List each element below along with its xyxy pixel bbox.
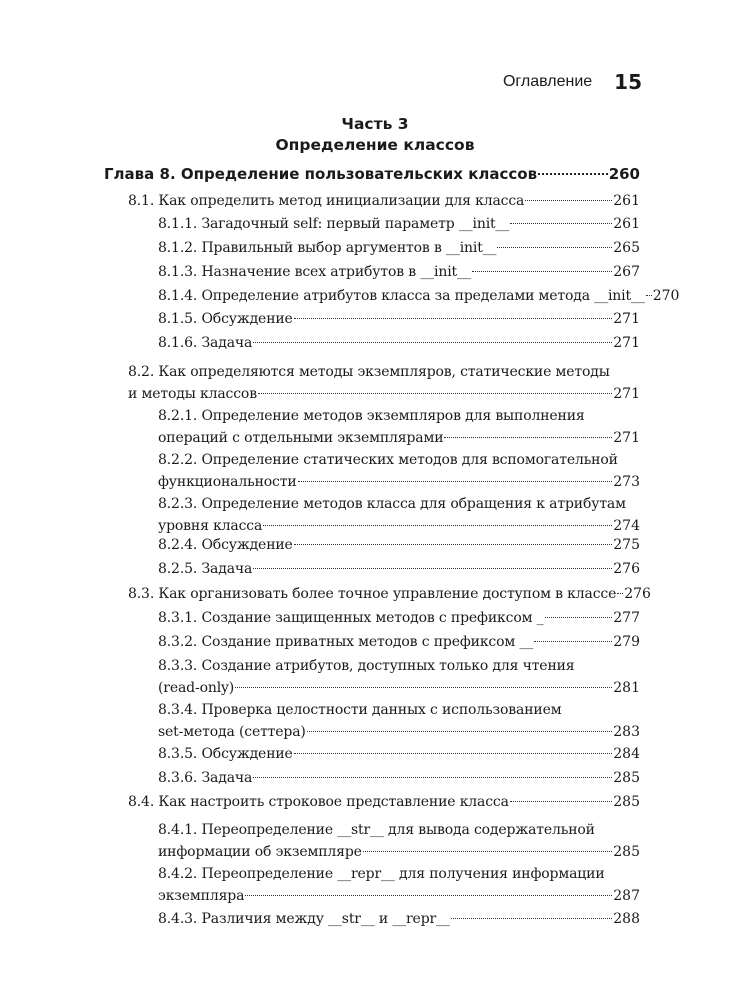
toc-subsection-entry[interactable] xyxy=(158,311,640,333)
toc-subsection-entry[interactable] xyxy=(158,496,640,540)
dot-leader xyxy=(294,318,613,319)
dot-leader xyxy=(253,568,612,569)
entry-title-line: 8.1.3. Назначение всех атрибутов в __init__ xyxy=(158,264,471,280)
toc-subsection-entry[interactable] xyxy=(158,216,640,238)
entry-title-line: 8.1.4. Определение атрибутов класса за пределами метода __init__ xyxy=(158,288,645,304)
dot-leader xyxy=(253,342,612,343)
entry-title-line: (read-only) xyxy=(158,680,235,696)
entry-title-line: 8.4.1. Переопределение __str__ для вывода содержательной xyxy=(158,822,595,838)
dot-leader xyxy=(510,223,612,224)
entry-title-line: информации об экземпляре xyxy=(158,844,362,860)
entry-title-line: 8.2.3. Определение методов класса для обращения к атрибутам xyxy=(158,496,626,512)
running-title: Оглавление xyxy=(502,73,593,90)
toc-subsection-entry[interactable] xyxy=(158,288,680,310)
toc-section-entry[interactable] xyxy=(128,193,640,215)
entry-title-line: 8.3. Как организовать более точное управление доступом в классе xyxy=(128,586,617,602)
entry-title-line: 8.2.1. Определение методов экземпляров для выполнения xyxy=(158,408,585,424)
dot-leader xyxy=(298,481,613,482)
entry-title-line: 8.2.2. Определение статических методов для вспомогательной xyxy=(158,452,618,468)
entry-title-line: 8.4.2. Переопределение __repr__ для получения информации xyxy=(158,866,605,882)
entry-page-number: 271 xyxy=(613,386,640,402)
dot-leader xyxy=(258,393,612,394)
part-heading xyxy=(0,114,750,156)
dot-leader xyxy=(245,895,612,896)
entry-page-number: 284 xyxy=(613,746,640,762)
entry-title-line: 8.1.6. Задача xyxy=(158,335,253,351)
toc-subsection-entry[interactable] xyxy=(158,537,640,559)
dot-leader xyxy=(444,437,612,438)
entry-page-number: 267 xyxy=(613,264,640,280)
entry-title-line: set-метода (сеттера) xyxy=(158,724,306,740)
entry-page-number: 274 xyxy=(613,518,640,534)
dot-leader xyxy=(472,271,613,272)
dot-leader xyxy=(307,731,613,732)
entry-title-line: 8.3.5. Обсуждение xyxy=(158,746,293,762)
dot-leader xyxy=(525,200,612,201)
entry-page-number: 261 xyxy=(613,216,640,232)
entry-page-number: 271 xyxy=(613,311,640,327)
toc-subsection-entry[interactable] xyxy=(158,240,640,262)
entry-page-number: 277 xyxy=(613,610,640,626)
entry-page-number: 275 xyxy=(613,537,640,553)
entry-page-number: 288 xyxy=(613,911,640,927)
entry-title-line: 8.1.2. Правильный выбор аргументов в __init__ xyxy=(158,240,497,256)
toc-subsection-entry[interactable] xyxy=(158,264,640,286)
page-header xyxy=(503,64,642,100)
entry-page-number: 271 xyxy=(613,430,640,446)
dot-leader xyxy=(646,295,652,296)
entry-title-line: 8.1.1. Загадочный self: первый параметр __init__ xyxy=(158,216,510,232)
entry-title-line: 8.2. Как определяются методы экземпляров, статические методы xyxy=(128,364,610,380)
entry-title-line: 8.4. Как настроить строковое представление класса xyxy=(128,794,509,810)
dot-leader xyxy=(617,593,623,594)
entry-title-line: 8.3.6. Задача xyxy=(158,770,253,786)
dot-leader xyxy=(294,544,613,545)
entry-title-line: 8.3.1. Создание защищенных методов с префиксом _ xyxy=(158,610,544,626)
toc-subsection-entry[interactable] xyxy=(158,770,640,792)
entry-page-number: 279 xyxy=(613,634,640,650)
entry-page-number: 276 xyxy=(613,561,640,577)
dot-leader xyxy=(294,753,613,754)
toc-subsection-entry[interactable] xyxy=(158,335,640,357)
entry-page-number: 271 xyxy=(613,335,640,351)
entry-title-line: 8.3.3. Создание атрибутов, доступных только для чтения xyxy=(158,658,575,674)
page-number: 15 xyxy=(614,70,642,94)
toc-subsection-entry[interactable] xyxy=(158,634,640,656)
dot-leader xyxy=(235,687,612,688)
entry-title-line: 8.4.3. Различия между __str__ и __repr__ xyxy=(158,911,450,927)
entry-page-number: 270 xyxy=(652,288,680,304)
entry-page-number: 285 xyxy=(613,794,640,810)
toc-subsection-entry[interactable] xyxy=(158,408,640,452)
toc-section-entry[interactable] xyxy=(128,364,640,408)
entry-title-line: 8.3.4. Проверка целостности данных с использованием xyxy=(158,702,562,718)
entry-title-line: и методы классов xyxy=(128,386,257,402)
dot-leader xyxy=(253,777,612,778)
dot-leader xyxy=(451,918,613,919)
entry-title-line: 8.1.5. Обсуждение xyxy=(158,311,293,327)
dot-leader xyxy=(263,525,612,526)
entry-title-line: функциональности xyxy=(158,474,297,490)
toc-subsection-entry[interactable] xyxy=(158,866,640,910)
dot-leader xyxy=(497,247,612,248)
toc-section-entry[interactable] xyxy=(128,586,651,608)
entry-page-number: 261 xyxy=(613,193,640,209)
entry-title-line: операций с отдельными экземплярами xyxy=(158,430,444,446)
chapter-page: 260 xyxy=(608,165,640,183)
entry-page-number: 276 xyxy=(624,586,651,602)
entry-title-line: 8.3.2. Создание приватных методов с префиксом __ xyxy=(158,634,534,650)
entry-page-number: 287 xyxy=(613,888,640,904)
entry-title-line: 8.2.4. Обсуждение xyxy=(158,537,293,553)
toc-subsection-entry[interactable] xyxy=(158,822,640,866)
dot-leader xyxy=(363,851,612,852)
entry-page-number: 285 xyxy=(613,770,640,786)
dot-leader xyxy=(510,801,612,802)
chapter-title: Глава 8. Определение пользовательских классов xyxy=(104,165,538,183)
toc-subsection-entry[interactable] xyxy=(158,561,640,583)
entry-page-number: 273 xyxy=(613,474,640,490)
entry-page-number: 265 xyxy=(613,240,640,256)
part-title: Определение классов xyxy=(275,136,475,154)
dot-leader xyxy=(545,617,613,618)
entry-title-line: 8.1. Как определить метод инициализации для класса xyxy=(128,193,525,209)
entry-page-number: 281 xyxy=(613,680,640,696)
toc-subsection-entry[interactable] xyxy=(158,746,640,768)
toc-subsection-entry[interactable] xyxy=(158,610,640,632)
dot-leader xyxy=(538,173,608,175)
entry-title-line: экземпляра xyxy=(158,888,245,904)
part-label: Часть 3 xyxy=(341,115,409,133)
entry-title-line: уровня класса xyxy=(158,518,263,534)
dot-leader xyxy=(534,641,612,642)
entry-title-line: 8.2.5. Задача xyxy=(158,561,253,577)
chapter-entry[interactable] xyxy=(104,165,640,183)
entry-page-number: 285 xyxy=(613,844,640,860)
toc-subsection-entry[interactable] xyxy=(158,658,640,702)
toc-subsection-entry[interactable] xyxy=(158,452,640,496)
toc-subsection-entry[interactable] xyxy=(158,911,640,933)
toc-subsection-entry[interactable] xyxy=(158,702,640,746)
toc-section-entry[interactable] xyxy=(128,794,640,816)
entry-page-number: 283 xyxy=(613,724,640,740)
